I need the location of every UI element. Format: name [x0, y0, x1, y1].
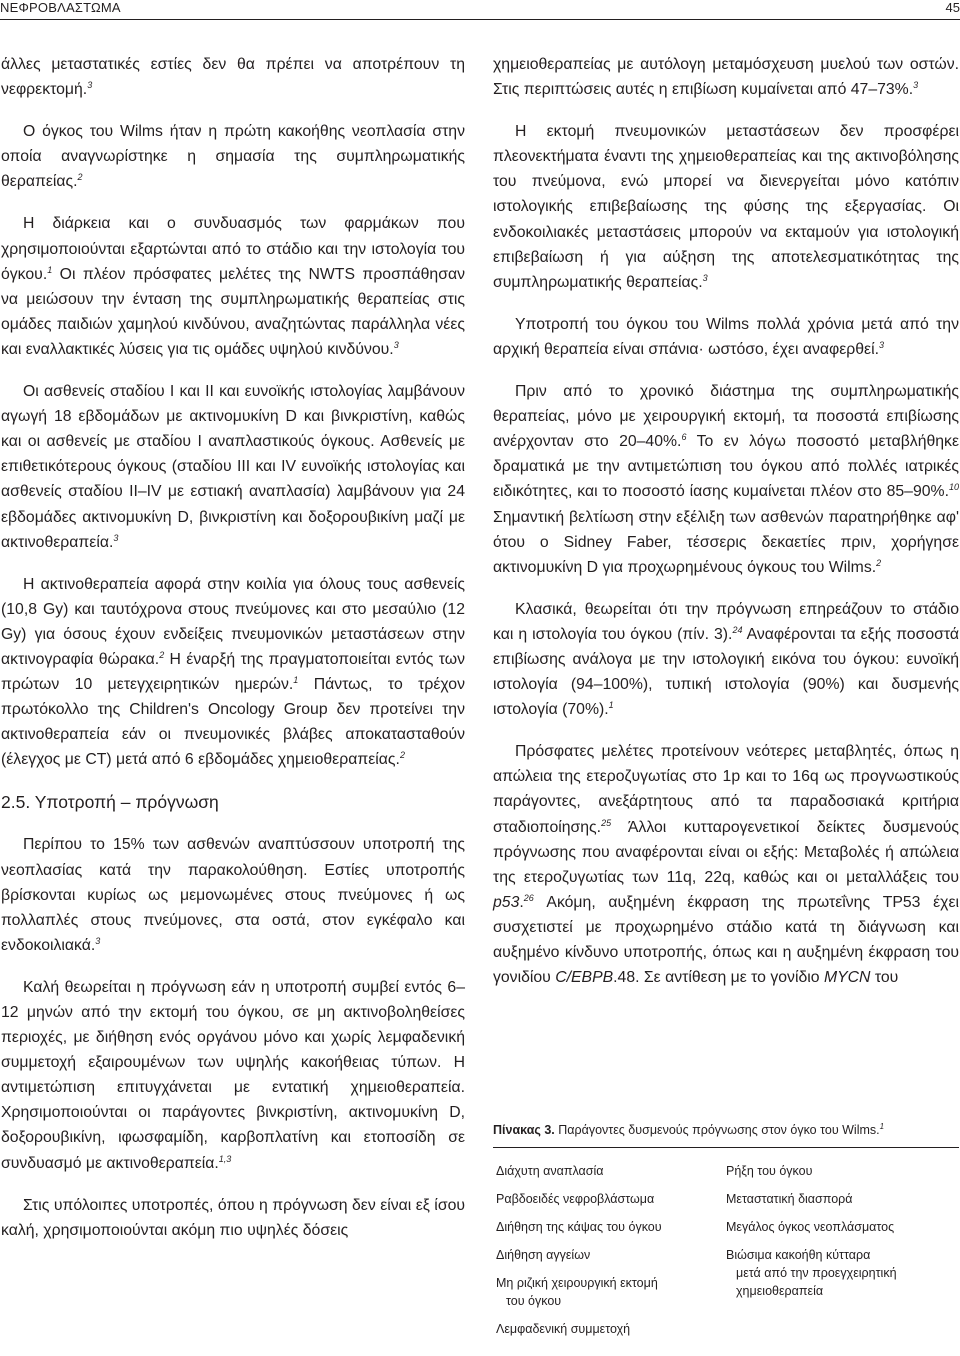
table-caption: Πίνακας 3. Παράγοντες δυσμενούς πρόγνωσης στον όγκο του Wilms.$^1$	[493, 1122, 885, 1137]
citation: 3	[113, 532, 119, 543]
table-column-2	[726, 1162, 946, 1310]
table-cell: Διήθηση της κάψας του όγκου	[496, 1220, 662, 1234]
section-heading: 2.5. Υποτροπή – πρόγνωση	[1, 792, 219, 813]
paragraph: Κλασικά, θεωρείται ότι την πρόγνωση επηρεάζουν το στάδιο και η ιστολογία του όγκου (πίν. 3).$^{24}$ Αναφέρονται τα εξής ποσοστά επιβίωσης ανάλογα με την ιστολογική εικόνα του όγκου: ευνοϊκή ιστολογία (94–100%), τυπική ιστολογία (90%) και δυσμενής ιστολογία (70%).$^1$	[493, 600, 959, 719]
paragraph: Η διάρκεια και ο συνδυασμός των φαρμάκων που χρησιμοποιούνται εξαρτώνται από το στάδιο και την ιστολογία του όγκου.$^1$ Οι πλέον πρόσφατες μελέτες της NWTS προσπάθησαν να μειώσουν την ένταση της συμπληρωματικής θεραπείας στις ομάδες παιδιών χαμηλού κινδύνου, αναζητώντας παράλληλα νέες και εναλλακτικές λύσεις για τις ομάδες υψηλού κινδύνου.$^3$	[1, 215, 465, 358]
left-column	[1, 52, 465, 1260]
citation: 1	[608, 700, 614, 711]
citation: 3	[879, 339, 885, 350]
citation: 3	[87, 80, 93, 91]
table-cell: Διάχυτη αναπλασία	[496, 1164, 604, 1178]
right-column	[493, 52, 959, 1007]
table-cell: Λεμφαδενική συμμετοχή	[496, 1322, 631, 1336]
table-column-1	[496, 1162, 711, 1348]
page-number: 45	[945, 0, 960, 15]
table-cell: Βιώσιμα κακοήθη κύτταρα μετά από την προεγχειρητική χημειοθεραπεία	[726, 1248, 897, 1298]
table-cell: Μεταστατική διασπορά	[726, 1192, 853, 1206]
citation: 2	[399, 750, 405, 761]
citation: 2	[159, 649, 165, 660]
table-cell: Διήθηση αγγείων	[496, 1248, 591, 1262]
table-cell: Μη ριζική χειρουργική εκτομή του όγκου	[496, 1276, 658, 1308]
citation: 3	[702, 272, 708, 283]
paragraph: Ο όγκος του Wilms ήταν η πρώτη κακοήθης νεοπλασία στην οποία αναγνωρίστηκε η σημασία της συμπληρωματικής θεραπείας.$^2$	[1, 123, 465, 191]
paragraph: Οι ασθενείς σταδίου I και II και ευνοϊκής ιστολογίας λαμβάνουν αγωγή 18 εβδομάδων με ακτινομυκίνη D και βινκριστίνη, καθώς και οι ασθενείς με σταδίου I αναπλαστικούς όγκους. Ασθενείς με επιθετικότερους όγκους (σταδίου III και IV ευνοϊκής ιστολογίας και ασθενείς σταδίου II–IV με εστιακή αναπλασία) λαμβάνουν για 24 εβδομάδες ακτινομυκίνη D, βινκριστίνη και δοξορουβικίνη μαζί με ακτινοθεραπεία.$^3$	[1, 383, 465, 551]
paragraph: Στις υπόλοιπες υποτροπές, όπου η πρόγνωση δεν είναι εξ ίσου καλή, χρησιμοποιούνται ακόμη πιο υψηλές δόσεις	[1, 1196, 465, 1239]
paragraph: Υποτροπή του όγκου του Wilms πολλά χρόνια μετά από την αρχική θεραπεία είναι σπάνια· ωστόσο, έχει αναφερθεί.$^3$	[493, 315, 959, 358]
page-header	[0, 0, 960, 26]
paragraph: Η εκτομή πνευμονικών μεταστάσεων δεν προσφέρει πλεονεκτήματα έναντι της χημειοθεραπείας και της ακτινοβόλησης του πνεύμονα, ενώ μπορεί να διενεργείται μόνο κατόπιν ιστολογικής επιβεβαίωσης της φύσης της εξεργασίας. Οι ενδοκοιλιακές μεταστάσεις μπορούν να εκταμούν για ιστολογική επιβεβαίωση ή για αύξηση της αποτελεσματικότητας της συμπληρωματικής θεραπείας.$^3$	[493, 123, 959, 291]
citation: 2	[876, 557, 882, 568]
citation: 3	[393, 339, 399, 350]
citation: 1	[879, 1122, 885, 1131]
citation: 1	[293, 675, 299, 686]
table-rule	[493, 1147, 959, 1148]
gene-name: C/EBPB	[555, 969, 614, 987]
citation: 6	[681, 432, 687, 443]
table-label: Πίνακας 3.	[493, 1123, 555, 1137]
section-title: ΝΕΦΡΟΒΛΑΣΤΩΜΑ	[0, 0, 121, 15]
citation: 3	[913, 80, 919, 91]
citation: 25	[601, 817, 612, 828]
citation: 1,3	[218, 1153, 232, 1164]
header-rule	[0, 19, 960, 20]
citation: 26	[523, 892, 534, 903]
citation: 10	[948, 482, 959, 493]
paragraph: Πριν από το χρονικό διάστημα της συμπληρωματικής θεραπείας, μόνο με χειρουργική εκτομή, τα ποσοστά επιβίωσης ανέρχονταν στο 20–40%.$^6$ Το εν λόγω ποσοστό μεταβλήθηκε δραματικά με την αντιμετώπιση του όγκου από πολλές ιατρικές ειδικότητες, και το ποσοστό ίασης κυμαίνεται πλέον στο 85–90%.$^{10}$ Σημαντική βελτίωση στην εξέλιξη των ασθενών παρατηρήθηκε αφ' ότου ο Sidney Faber, τέσσερις δεκαετίες πριν, χορήγησε ακτινομυκίνη D για προχωρημένους όγκους του Wilms.$^2$	[493, 383, 959, 576]
gene-name: p53	[493, 893, 520, 911]
paragraph: Πρόσφατες μελέτες προτείνουν νεότερες μεταβλητές, όπως η απώλεια της ετεροζυγωτίας στο 1p και το 16q ως προγνωστικούς παράγοντες, ανεξάρτητους από τα παραδοσιακά κριτήρια σταδιοποίησης.$^{25}$ Άλλοι κυτταρογενετικοί δείκτες δυσμενούς πρόγνωσης που αναφέρονται είναι οι εξής: Μεταβολές ή απώλεια της ετεροζυγωτίας των 11q, 22q, καθώς και οι μεταλλάξεις του p53.26 Ακόμη, αυξημένη έκφραση της πρωτεΐνης TP53 έχει συσχετιστεί με προχωρημένο στάδιο κατά τη διάγνωση και αυξημένο κίνδυνο υποτροπής, όπως και η αυξημένη έκφραση του γονιδίου C/EBPB.48. Σε αντίθεση με το γονίδιο MYCN του	[493, 743, 959, 987]
paragraph: χημειοθεραπείας με αυτόλογη μεταμόσχευση μυελού των οστών. Στις περιπτώσεις αυτές η επιβίωση κυμαίνεται από 47–73%.$^3$	[493, 56, 959, 99]
paragraph: άλλες μεταστατικές εστίες δεν θα πρέπει να αποτρέπουν τη νεφρεκτομή.$^3$	[1, 56, 465, 99]
gene-name: MYCN	[823, 969, 871, 987]
citation: 2	[77, 172, 83, 183]
table-cell: Ρήξη του όγκου	[726, 1164, 813, 1178]
paragraph: Η ακτινοθεραπεία αφορά στην κοιλία για όλους τους ασθενείς (10,8 Gy) και ταυτόχρονα στους πνεύμονες και στο μεσαύλιο (12 Gy) για όσους έχουν ενδείξεις πνευμονικών μεταστάσεων στην ακτινογραφία θώρακα.$^2$ Η έναρξή της πραγματοποιείται εντός των πρώτων 10 μετεγχειρητικών ημερών.$^1$ Πάντως, το τρέχον πρωτόκολλο της Children's Oncology Group δεν προτείνει την ακτινοθεραπεία εάν οι πνευμονικές βλάβες αποκατασταθούν (έλεγχος με CT) μετά από 6 εβδομάδες χημειοθεραπείας.$^2$	[1, 575, 465, 769]
citation: 3	[95, 935, 101, 946]
citation: 1	[47, 264, 53, 275]
table-cell: Μεγάλος όγκος νεοπλάσματος	[726, 1220, 895, 1234]
table-3	[493, 1121, 959, 1336]
table-cell: Ραβδοειδές νεφροβλάστωμα	[496, 1192, 655, 1206]
paragraph: Περίπου το 15% των ασθενών αναπτύσσουν υποτροπή της νεοπλασίας κατά την παρακολούθηση. Εστίες υποτροπής βρίσκονται κυρίως ως μεμονωμένες στους πνεύμονες ή ως πολλαπλές στους πνεύμονες, στα οστά, στον εγκέφαλο και ενδοκοιλιακά.$^3$	[1, 836, 465, 954]
paragraph: Καλή θεωρείται η πρόγνωση εάν η υποτροπή συμβεί εντός 6–12 μηνών από την εκτομή του όγκου, σε μη ακτινοβοληθείσες περιοχές, με διήθηση ενός οργάνου μόνο και χωρίς λεμφαδενική συμμετοχή εξαιρουμένων των υψηλής κακοήθειας τύπων. Η αντιμετώπιση επιτυγχάνεται με εντατική χημειοθεραπεία. Χρησιμοποιούνται οι παράγοντες βινκριστίνη, ακτινομυκίνη D, δοξορουβικίνη, ιφωσφαμίδη, καρβοπλατίνη και ετοποσίδη σε συνδυασμό με ακτινοθεραπεία.$^{1,3}$	[1, 978, 465, 1172]
citation: 24	[732, 624, 743, 635]
